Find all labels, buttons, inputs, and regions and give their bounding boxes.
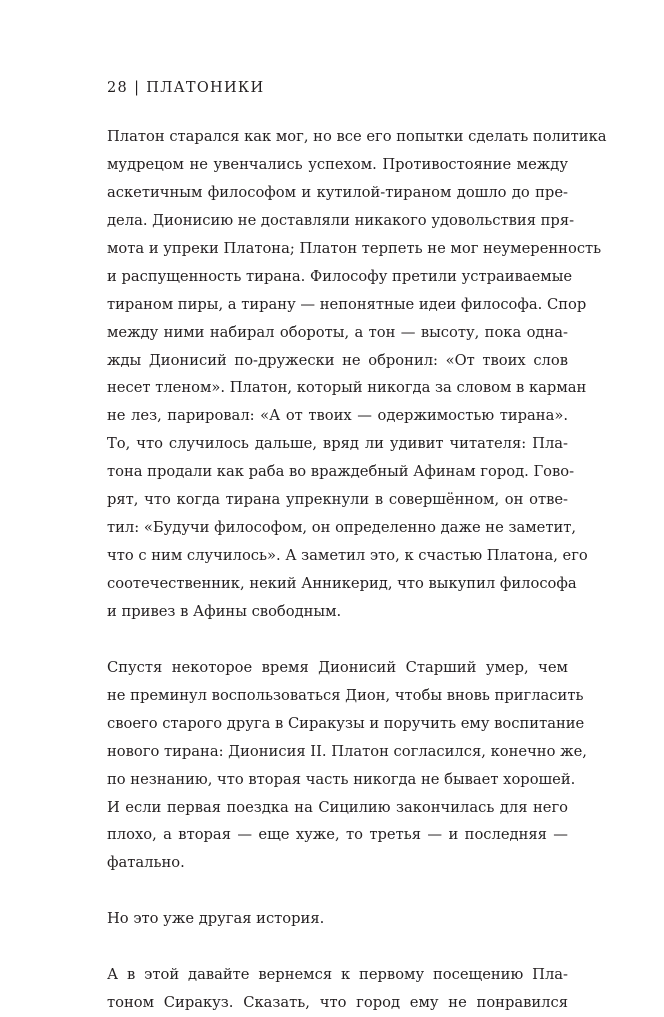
text-line: и распущенность тирана. Философу претили устраиваемые	[107, 267, 573, 285]
book-page	[107, 0, 607, 1012]
running-head	[107, 78, 264, 98]
text-line: тона продали как раба во враждебный Афинам город. Гово-	[107, 463, 575, 481]
body-text	[107, 123, 607, 1017]
running-head-separator: |	[134, 80, 141, 96]
text-line: своего старого друга в Сиракузы и поручить ему воспитание	[107, 714, 585, 732]
text-line: между ними набирал обороты, а тон — высоту, пока одна-	[107, 323, 568, 341]
text-line: нового тирана: Дионисия II. Платон согласился, конечно же,	[107, 742, 587, 760]
text-line: что с ним случилось». А заметил это, к счастью Платона, его	[107, 547, 588, 565]
text-line: И если первая поездка на Сицилию закончилась для него	[107, 798, 568, 816]
text-line: и привез в Афины свободным.	[107, 602, 342, 620]
text-line: дела. Дионисию не доставляли никакого удовольствия пря-	[107, 211, 575, 229]
text-line: не лез, парировал: «А от твоих — одержимостью тирана».	[107, 407, 568, 425]
text-line: рят, что когда тирана упрекнули в совершённом, он отве-	[107, 491, 568, 509]
text-line: тоном Сиракуз. Сказать, что город ему не понравился	[107, 994, 568, 1012]
text-line: Спустя некоторое время Дионисий Старший умер, чем	[107, 658, 568, 676]
paragraph-gap	[107, 933, 568, 961]
text-line: фатально.	[107, 854, 185, 872]
running-head-title: ПЛАТОНИКИ	[146, 80, 265, 96]
text-line: плохо, а вторая — еще хуже, то третья — и последняя —	[107, 826, 568, 844]
text-line: тил: «Будучи философом, он определенно даже не заметит,	[107, 519, 577, 537]
text-line: То, что случилось дальше, вряд ли удивит читателя: Пла-	[107, 435, 568, 453]
paragraph-gap	[107, 877, 568, 905]
text-line: соотечественник, некий Анникерид, что выкупил философа	[107, 575, 577, 592]
text-line: А в этой давайте вернемся к первому посещению Пла-	[107, 966, 568, 984]
text-line: Платон старался как мог, но все его попытки сделать политика	[107, 128, 607, 145]
paragraph	[107, 905, 568, 933]
paragraph	[107, 961, 568, 1017]
paragraph	[107, 123, 607, 626]
text-line: по незнанию, что вторая часть никогда не бывает хорошей.	[107, 770, 576, 788]
text-line: мудрецом не увенчались успехом. Противостояние между	[107, 155, 568, 173]
text-line: аскетичным философом и кутилой-тираном дошло до пре-	[107, 183, 568, 201]
text-line: Но это уже другая история.	[107, 910, 325, 928]
text-line: жды Дионисий по-дружески не обронил: «От твоих слов	[107, 351, 568, 369]
text-line: несет тленом». Платон, который никогда за словом в карман	[107, 379, 587, 397]
paragraph	[107, 654, 587, 878]
paragraph-gap	[107, 626, 568, 654]
text-line: не преминул воспользоваться Дион, чтобы вновь пригласить	[107, 686, 584, 704]
page-number: 28	[107, 80, 129, 96]
text-line: мота и упреки Платона; Платон терпеть не мог неумеренность	[107, 239, 602, 257]
text-line: тираном пиры, а тирану — непонятные идеи философа. Спор	[107, 295, 587, 313]
